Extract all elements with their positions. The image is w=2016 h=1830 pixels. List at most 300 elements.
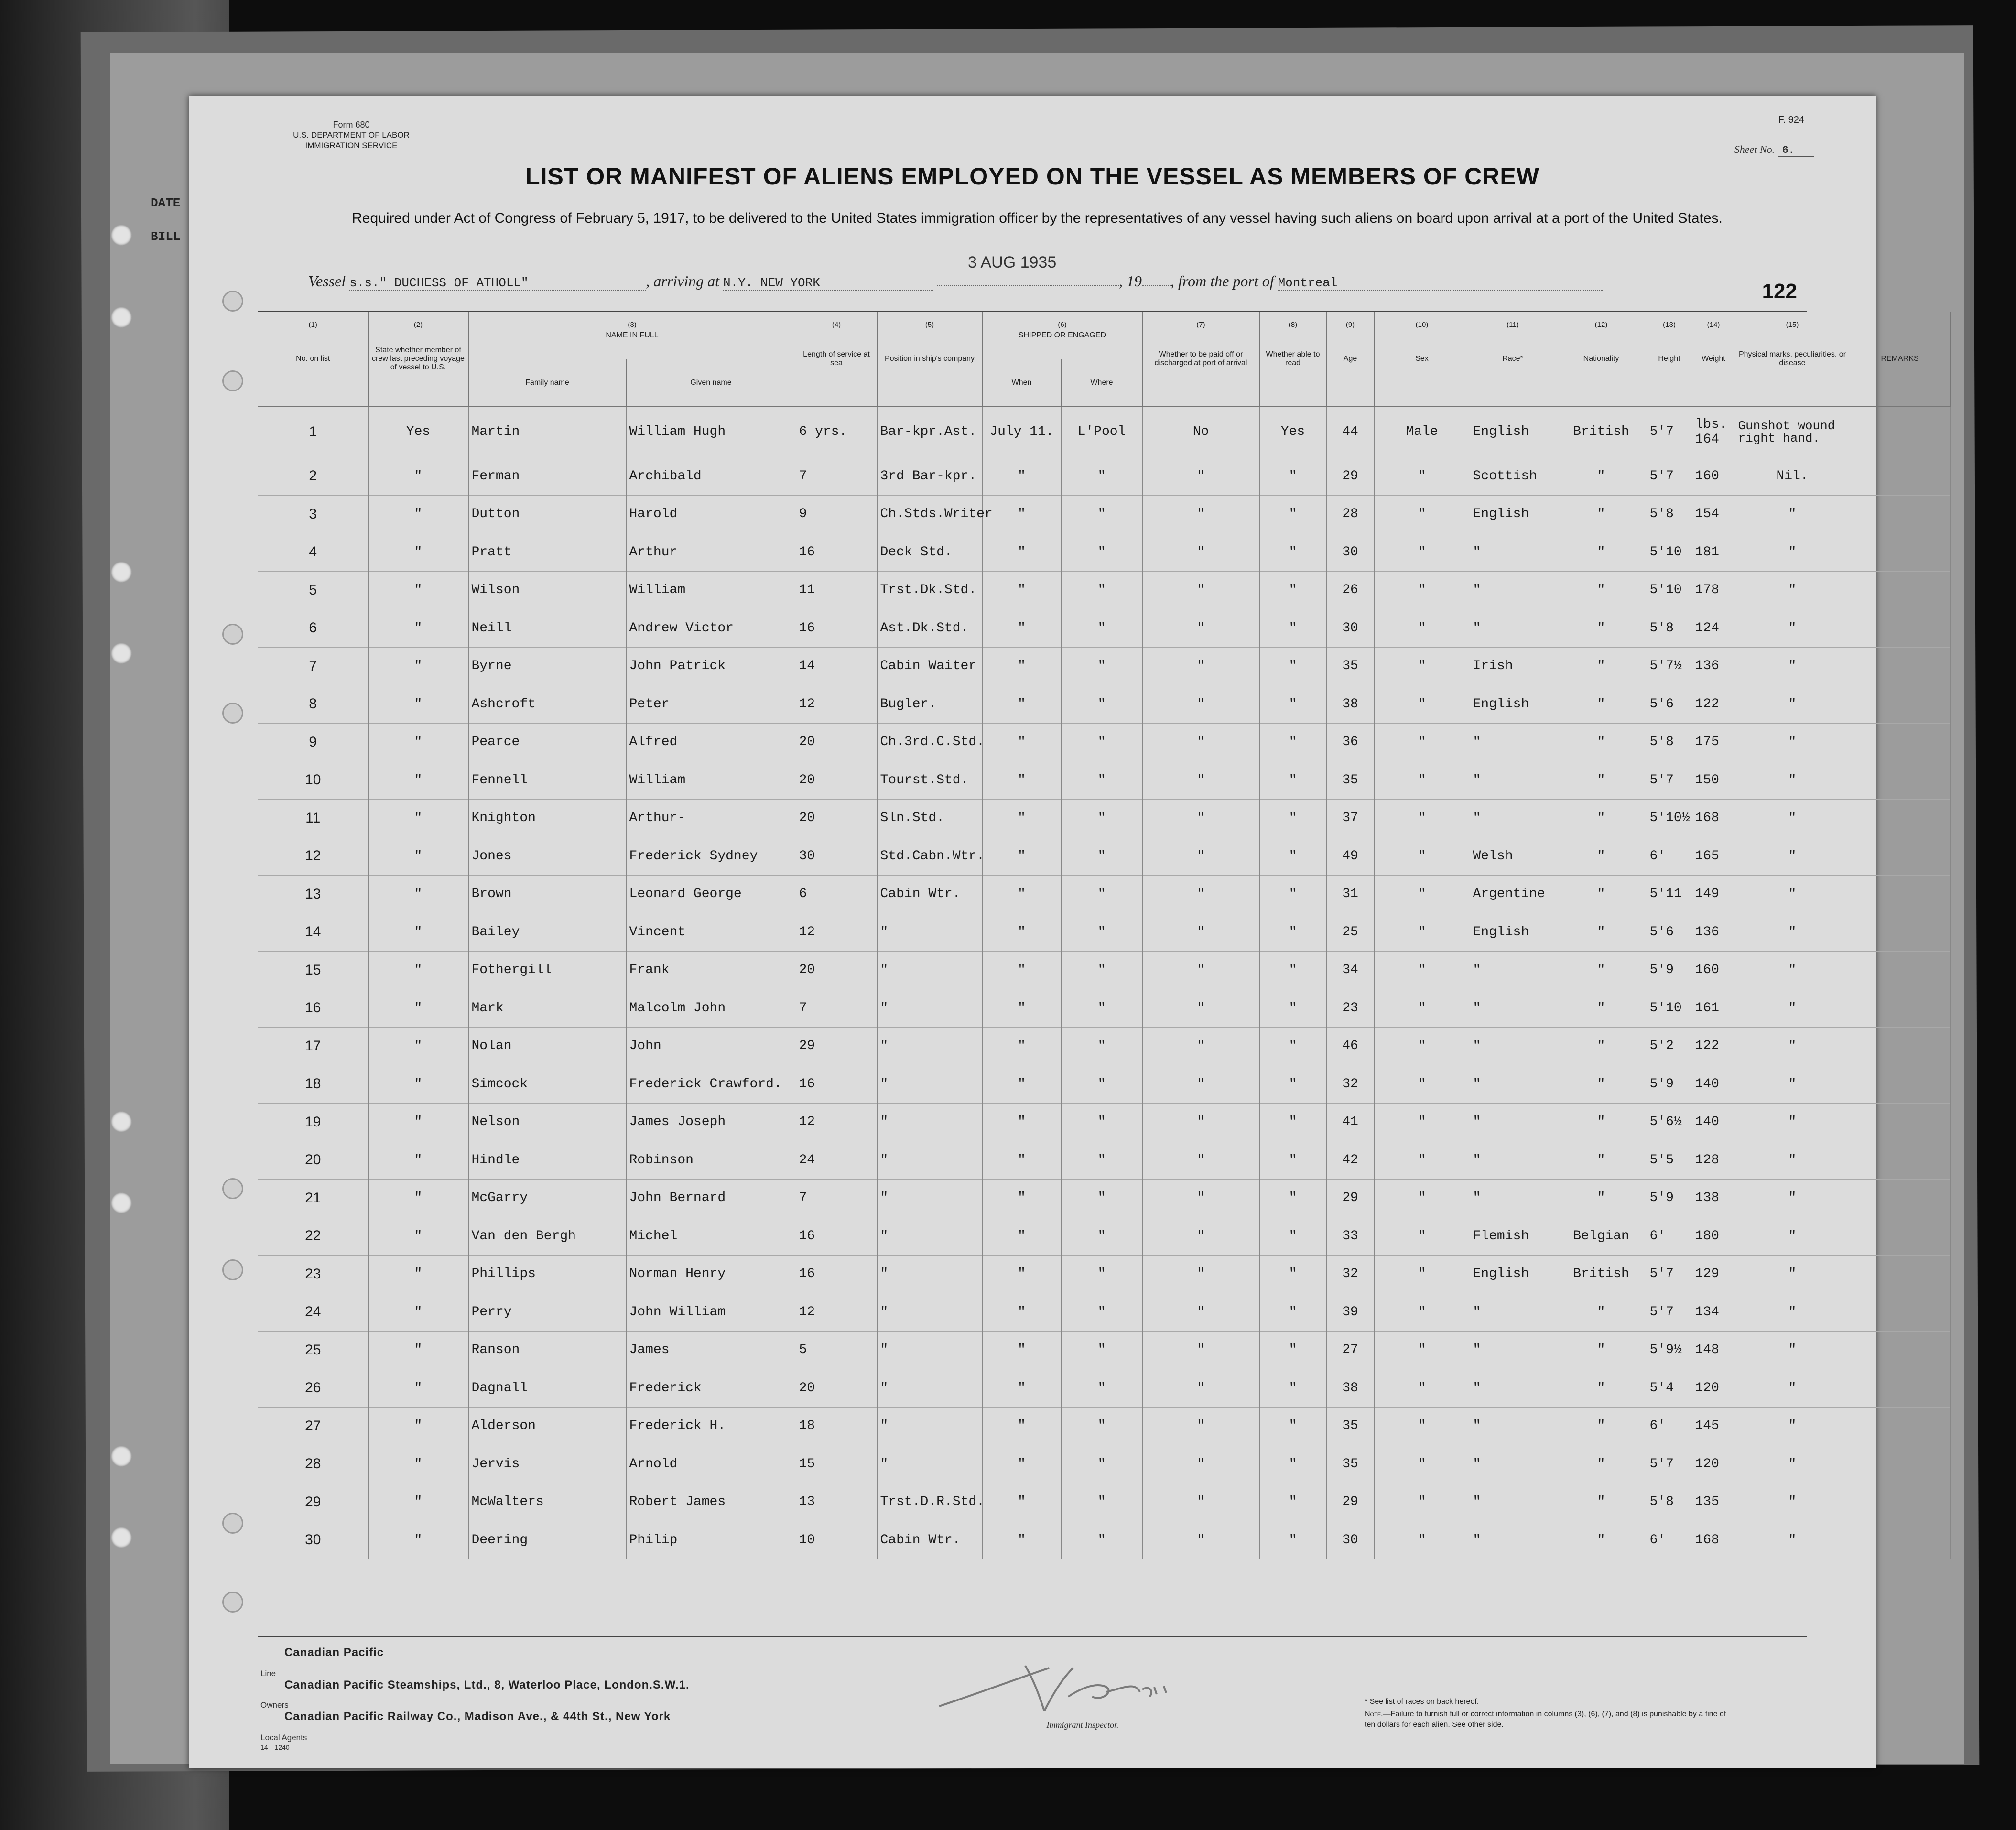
cell-sex: " — [1374, 761, 1470, 800]
cell-height: 5'11 — [1647, 875, 1692, 913]
cell-length-service: 20 — [796, 951, 877, 989]
cell-length-service: 7 — [796, 989, 877, 1028]
under-page-text-bill: BILL — [151, 229, 181, 244]
cell-sex: " — [1374, 989, 1470, 1028]
cell-position: " — [877, 1407, 982, 1445]
col-header-physical: (15) Physical marks, peculiarities, or disease — [1735, 312, 1850, 406]
cell-height: 5'9 — [1647, 1065, 1692, 1104]
cell-position: Ast.Dk.Std. — [877, 609, 982, 648]
cell-height: 5'4 — [1647, 1369, 1692, 1408]
cell-weight: 140 — [1692, 1065, 1735, 1104]
table-row — [258, 1293, 1950, 1332]
cell-given-name: Harold — [626, 495, 796, 533]
table-row — [258, 951, 1950, 989]
cell-shipped-where: " — [1061, 457, 1142, 496]
cell-row-number: 20 — [258, 1141, 368, 1180]
cell-able-read: " — [1259, 1103, 1326, 1141]
page-punch-hole — [222, 1592, 243, 1613]
cell-position: " — [877, 1217, 982, 1256]
cell-row-number: 24 — [258, 1293, 368, 1332]
cell-shipped-when: " — [982, 647, 1061, 685]
cell-length-service: 20 — [796, 799, 877, 837]
cell-sex: " — [1374, 951, 1470, 989]
cell-paid-off: " — [1142, 533, 1259, 572]
cell-remarks — [1850, 989, 1950, 1028]
cell-family-name: Fothergill — [468, 951, 626, 989]
cell-length-service: 5 — [796, 1331, 877, 1369]
cell-remarks — [1850, 647, 1950, 685]
cell-row-number: 23 — [258, 1255, 368, 1293]
cell-race: " — [1470, 1445, 1556, 1483]
cell-length-service: 12 — [796, 913, 877, 952]
col-header-given-name: Given name — [626, 359, 796, 407]
cell-able-read: " — [1259, 1179, 1326, 1217]
cell-shipped-where: " — [1061, 1179, 1142, 1217]
cell-age: 29 — [1326, 457, 1374, 496]
cell-given-name: John Bernard — [626, 1179, 796, 1217]
cell-family-name: Pratt — [468, 533, 626, 572]
cell-height: 5'7 — [1647, 1293, 1692, 1332]
cell-weight: 178 — [1692, 571, 1735, 609]
col-header-shipped-engaged: (6) SHIPPED OR ENGAGED — [982, 312, 1142, 359]
cell-sex: " — [1374, 685, 1470, 724]
cell-weight: 138 — [1692, 1179, 1735, 1217]
page-punch-hole — [222, 624, 243, 645]
cell-paid-off: " — [1142, 1293, 1259, 1332]
cell-height: 5'6½ — [1647, 1103, 1692, 1141]
cell-row-number: 26 — [258, 1369, 368, 1408]
cell-sex: " — [1374, 1065, 1470, 1104]
cell-age: 46 — [1326, 1027, 1374, 1065]
cell-shipped-where: " — [1061, 1255, 1142, 1293]
binder-hole — [111, 1446, 132, 1467]
page-punch-hole — [222, 1259, 243, 1280]
cell-sex: " — [1374, 913, 1470, 952]
col-header-position: (5) Position in ship's company — [877, 312, 982, 406]
cell-race: Flemish — [1470, 1217, 1556, 1256]
cell-age: 31 — [1326, 875, 1374, 913]
cell-able-read: " — [1259, 647, 1326, 685]
cell-age: 38 — [1326, 1369, 1374, 1408]
cell-nationality: British — [1556, 406, 1647, 457]
cell-paid-off: " — [1142, 1217, 1259, 1256]
cell-remarks — [1850, 723, 1950, 761]
cell-given-name: Frederick Crawford. — [626, 1065, 796, 1104]
cell-given-name: James Joseph — [626, 1103, 796, 1141]
cell-family-name: Nelson — [468, 1103, 626, 1141]
cell-remarks — [1850, 761, 1950, 800]
cell-height: 6' — [1647, 837, 1692, 876]
cell-sex: " — [1374, 571, 1470, 609]
cell-sex: Male — [1374, 406, 1470, 457]
cell-shipped-when: " — [982, 875, 1061, 913]
cell-paid-off: " — [1142, 1445, 1259, 1483]
cell-age: 37 — [1326, 799, 1374, 837]
cell-age: 44 — [1326, 406, 1374, 457]
cell-paid-off: " — [1142, 1141, 1259, 1180]
cell-height: 5'10 — [1647, 533, 1692, 572]
cell-given-name: Leonard George — [626, 875, 796, 913]
cell-paid-off: " — [1142, 609, 1259, 648]
cell-physical-marks: " — [1735, 1483, 1850, 1521]
cell-prev-voyage: " — [368, 1521, 468, 1559]
table-row — [258, 913, 1950, 952]
cell-age: 35 — [1326, 1407, 1374, 1445]
cell-nationality: " — [1556, 1065, 1647, 1104]
cell-age: 34 — [1326, 951, 1374, 989]
cell-able-read: " — [1259, 571, 1326, 609]
table-row — [258, 609, 1950, 648]
cell-sex: " — [1374, 647, 1470, 685]
cell-given-name: Michel — [626, 1217, 796, 1256]
cell-paid-off: " — [1142, 495, 1259, 533]
cell-shipped-when: " — [982, 571, 1061, 609]
page-punch-hole — [222, 703, 243, 724]
cell-position: " — [877, 1255, 982, 1293]
cell-physical-marks: " — [1735, 837, 1850, 876]
cell-height: 5'8 — [1647, 495, 1692, 533]
cell-row-number: 7 — [258, 647, 368, 685]
cell-height: 5'9 — [1647, 951, 1692, 989]
binder-hole — [111, 307, 132, 328]
cell-family-name: Ranson — [468, 1331, 626, 1369]
cell-sex: " — [1374, 533, 1470, 572]
cell-family-name: Ashcroft — [468, 685, 626, 724]
cell-shipped-where: " — [1061, 1331, 1142, 1369]
cell-position: Bugler. — [877, 685, 982, 724]
cell-physical-marks: " — [1735, 761, 1850, 800]
cell-race: " — [1470, 1331, 1556, 1369]
cell-shipped-where: " — [1061, 1369, 1142, 1408]
cell-nationality: " — [1556, 951, 1647, 989]
cell-family-name: Brown — [468, 875, 626, 913]
cell-remarks — [1850, 913, 1950, 952]
cell-paid-off: " — [1142, 1065, 1259, 1104]
cell-height: 6' — [1647, 1217, 1692, 1256]
cell-prev-voyage: " — [368, 533, 468, 572]
cell-row-number: 15 — [258, 951, 368, 989]
cell-remarks — [1850, 1141, 1950, 1180]
cell-prev-voyage: " — [368, 875, 468, 913]
inspector-signature — [925, 1639, 1212, 1721]
cell-physical-marks: " — [1735, 1179, 1850, 1217]
cell-prev-voyage: " — [368, 1331, 468, 1369]
cell-paid-off: " — [1142, 571, 1259, 609]
page-punch-hole — [222, 1513, 243, 1534]
binder-hole — [111, 1192, 132, 1213]
cell-shipped-when: " — [982, 1407, 1061, 1445]
cell-remarks — [1850, 1483, 1950, 1521]
cell-shipped-when: " — [982, 1483, 1061, 1521]
crew-manifest-table — [258, 311, 1919, 1637]
cell-race: Irish — [1470, 647, 1556, 685]
cell-row-number: 2 — [258, 457, 368, 496]
cell-remarks — [1850, 1331, 1950, 1369]
cell-shipped-where: " — [1061, 913, 1142, 952]
cell-age: 49 — [1326, 837, 1374, 876]
cell-remarks — [1850, 406, 1950, 457]
cell-sex: " — [1374, 1255, 1470, 1293]
cell-remarks — [1850, 1407, 1950, 1445]
cell-family-name: Simcock — [468, 1065, 626, 1104]
cell-length-service: 16 — [796, 1255, 877, 1293]
cell-position: Bar-kpr.Ast. — [877, 406, 982, 457]
cell-family-name: Pearce — [468, 723, 626, 761]
cell-row-number: 5 — [258, 571, 368, 609]
cell-shipped-when: " — [982, 951, 1061, 989]
binder-hole — [111, 643, 132, 664]
cell-given-name: James — [626, 1331, 796, 1369]
cell-family-name: Phillips — [468, 1255, 626, 1293]
cell-family-name: Alderson — [468, 1407, 626, 1445]
cell-prev-voyage: " — [368, 1027, 468, 1065]
cell-height: 5'10 — [1647, 571, 1692, 609]
line-label: Line — [260, 1669, 276, 1678]
arriving-label: , arriving at — [646, 272, 719, 290]
table-row — [258, 685, 1950, 724]
cell-weight: 154 — [1692, 495, 1735, 533]
table-row — [258, 799, 1950, 837]
races-note: * See list of races on back hereof. — [1365, 1698, 1479, 1706]
table-row — [258, 761, 1950, 800]
cell-able-read: " — [1259, 1483, 1326, 1521]
cell-family-name: Byrne — [468, 647, 626, 685]
cell-prev-voyage: " — [368, 1369, 468, 1408]
cell-weight: 160 — [1692, 457, 1735, 496]
cell-race: " — [1470, 1483, 1556, 1521]
cell-shipped-when: " — [982, 457, 1061, 496]
cell-weight: 160 — [1692, 951, 1735, 989]
cell-race: " — [1470, 1065, 1556, 1104]
cell-race: " — [1470, 1407, 1556, 1445]
cell-row-number: 14 — [258, 913, 368, 952]
cell-shipped-when: " — [982, 989, 1061, 1028]
cell-nationality: " — [1556, 457, 1647, 496]
cell-prev-voyage: " — [368, 647, 468, 685]
cell-position: Deck Std. — [877, 533, 982, 572]
cell-able-read: " — [1259, 533, 1326, 572]
cell-height: 5'2 — [1647, 1027, 1692, 1065]
cell-shipped-when: " — [982, 1065, 1061, 1104]
cell-nationality: " — [1556, 1331, 1647, 1369]
cell-length-service: 14 — [796, 647, 877, 685]
cell-sex: " — [1374, 1369, 1470, 1408]
cell-nationality: " — [1556, 609, 1647, 648]
cell-position: " — [877, 1065, 982, 1104]
cell-nationality: " — [1556, 495, 1647, 533]
cell-able-read: " — [1259, 1369, 1326, 1408]
cell-row-number: 19 — [258, 1103, 368, 1141]
cell-given-name: Alfred — [626, 723, 796, 761]
cell-length-service: 9 — [796, 495, 877, 533]
cell-paid-off: " — [1142, 1483, 1259, 1521]
cell-shipped-when: " — [982, 533, 1061, 572]
cell-prev-voyage: " — [368, 609, 468, 648]
cell-weight: lbs. 164 — [1692, 406, 1735, 457]
owners-value: Canadian Pacific Steamships, Ltd., 8, Waterloo Place, London.S.W.1. — [284, 1678, 690, 1691]
cell-shipped-where: " — [1061, 761, 1142, 800]
cell-race: English — [1470, 913, 1556, 952]
cell-prev-voyage: " — [368, 1293, 468, 1332]
cell-sex: " — [1374, 1141, 1470, 1180]
year-label: , 19 — [1118, 272, 1142, 290]
service-name: IMMIGRATION SERVICE — [305, 141, 398, 150]
cell-height: 5'9½ — [1647, 1331, 1692, 1369]
agents-value: Canadian Pacific Railway Co., Madison Ave., & 44th St., New York — [284, 1710, 671, 1723]
cell-height: 5'9 — [1647, 1179, 1692, 1217]
cell-given-name: Arthur- — [626, 799, 796, 837]
cell-remarks — [1850, 799, 1950, 837]
cell-position: " — [877, 989, 982, 1028]
cell-age: 33 — [1326, 1217, 1374, 1256]
cell-family-name: McWalters — [468, 1483, 626, 1521]
cell-remarks — [1850, 1027, 1950, 1065]
cell-paid-off: " — [1142, 1103, 1259, 1141]
page-punch-hole — [222, 291, 243, 312]
cell-able-read: " — [1259, 761, 1326, 800]
cell-shipped-where: " — [1061, 647, 1142, 685]
cell-age: 42 — [1326, 1141, 1374, 1180]
cell-race: English — [1470, 406, 1556, 457]
cell-row-number: 9 — [258, 723, 368, 761]
cell-length-service: 15 — [796, 1445, 877, 1483]
cell-prev-voyage: " — [368, 837, 468, 876]
cell-weight: 122 — [1692, 685, 1735, 724]
inspector-label: Immigrant Inspector. — [992, 1720, 1173, 1730]
cell-family-name: Van den Bergh — [468, 1217, 626, 1256]
cell-age: 38 — [1326, 685, 1374, 724]
cell-able-read: " — [1259, 1255, 1326, 1293]
cell-nationality: " — [1556, 1483, 1647, 1521]
cell-sex: " — [1374, 1217, 1470, 1256]
cell-height: 5'6 — [1647, 913, 1692, 952]
sheet-number-value: 6. — [1778, 144, 1814, 157]
cell-shipped-where: " — [1061, 1407, 1142, 1445]
arrival-date-stamp: 3 AUG 1935 — [968, 253, 1057, 271]
table-row — [258, 1331, 1950, 1369]
cell-shipped-where: " — [1061, 1521, 1142, 1559]
cell-shipped-where: " — [1061, 951, 1142, 989]
cell-physical-marks: " — [1735, 571, 1850, 609]
cell-nationality: " — [1556, 799, 1647, 837]
cell-length-service: 16 — [796, 533, 877, 572]
cell-age: 25 — [1326, 913, 1374, 952]
cell-row-number: 8 — [258, 685, 368, 724]
cell-family-name: Fennell — [468, 761, 626, 800]
cell-given-name: Archibald — [626, 457, 796, 496]
cell-nationality: " — [1556, 1369, 1647, 1408]
cell-race: " — [1470, 1521, 1556, 1559]
cell-shipped-where: " — [1061, 495, 1142, 533]
cell-able-read: " — [1259, 457, 1326, 496]
cell-sex: " — [1374, 723, 1470, 761]
cell-shipped-when: " — [982, 1521, 1061, 1559]
cell-row-number: 18 — [258, 1065, 368, 1104]
cell-physical-marks: " — [1735, 913, 1850, 952]
cell-given-name: John Patrick — [626, 647, 796, 685]
cell-weight: 128 — [1692, 1141, 1735, 1180]
cell-position: " — [877, 1293, 982, 1332]
cell-physical-marks: Gunshot wound right hand. — [1735, 406, 1850, 457]
binder-hole — [111, 1111, 132, 1132]
cell-given-name: Peter — [626, 685, 796, 724]
cell-nationality: " — [1556, 1407, 1647, 1445]
cell-age: 26 — [1326, 571, 1374, 609]
cell-weight: 150 — [1692, 761, 1735, 800]
cell-shipped-where: " — [1061, 1065, 1142, 1104]
vessel-line — [308, 272, 1809, 291]
cell-remarks — [1850, 533, 1950, 572]
cell-weight: 168 — [1692, 799, 1735, 837]
cell-nationality: " — [1556, 837, 1647, 876]
cell-shipped-when: " — [982, 1217, 1061, 1256]
cell-length-service: 13 — [796, 1483, 877, 1521]
cell-shipped-when: " — [982, 1027, 1061, 1065]
cell-physical-marks: " — [1735, 1065, 1850, 1104]
cell-sex: " — [1374, 1293, 1470, 1332]
cell-prev-voyage: " — [368, 1141, 468, 1180]
owners-label: Owners — [260, 1700, 289, 1710]
cell-physical-marks: " — [1735, 495, 1850, 533]
cell-physical-marks: " — [1735, 1407, 1850, 1445]
cell-prev-voyage: " — [368, 495, 468, 533]
cell-nationality: " — [1556, 685, 1647, 724]
cell-position: " — [877, 1027, 982, 1065]
cell-shipped-where: " — [1061, 571, 1142, 609]
cell-position: Cabin Waiter — [877, 647, 982, 685]
cell-remarks — [1850, 951, 1950, 989]
cell-shipped-where: " — [1061, 989, 1142, 1028]
cell-given-name: Frederick H. — [626, 1407, 796, 1445]
cell-shipped-when: " — [982, 913, 1061, 952]
cell-prev-voyage: " — [368, 913, 468, 952]
cell-remarks — [1850, 457, 1950, 496]
cell-age: 36 — [1326, 723, 1374, 761]
cell-physical-marks: " — [1735, 989, 1850, 1028]
table-row — [258, 647, 1950, 685]
cell-given-name: Vincent — [626, 913, 796, 952]
cell-physical-marks: " — [1735, 609, 1850, 648]
cell-race: English — [1470, 685, 1556, 724]
cell-sex: " — [1374, 799, 1470, 837]
cell-sex: " — [1374, 837, 1470, 876]
cell-length-service: 29 — [796, 1027, 877, 1065]
cell-length-service: 12 — [796, 1103, 877, 1141]
col-header-race: (11) Race* — [1470, 312, 1556, 406]
footer-note — [1365, 1697, 1728, 1730]
manifest-rows — [258, 406, 1950, 1559]
cell-age: 30 — [1326, 1521, 1374, 1559]
cell-sex: " — [1374, 875, 1470, 913]
cell-prev-voyage: " — [368, 951, 468, 989]
cell-row-number: 30 — [258, 1521, 368, 1559]
cell-physical-marks: " — [1735, 1141, 1850, 1180]
table-row — [258, 1521, 1950, 1559]
cell-shipped-where: " — [1061, 1217, 1142, 1256]
cell-shipped-when: " — [982, 1331, 1061, 1369]
cell-row-number: 16 — [258, 989, 368, 1028]
cell-paid-off: " — [1142, 1255, 1259, 1293]
cell-paid-off: " — [1142, 761, 1259, 800]
cell-given-name: Arthur — [626, 533, 796, 572]
cell-sex: " — [1374, 457, 1470, 496]
cell-sex: " — [1374, 1521, 1470, 1559]
cell-weight: 175 — [1692, 723, 1735, 761]
cell-nationality: " — [1556, 761, 1647, 800]
cell-paid-off: " — [1142, 647, 1259, 685]
form-code: F. 924 — [1778, 115, 1804, 125]
cell-prev-voyage: " — [368, 799, 468, 837]
